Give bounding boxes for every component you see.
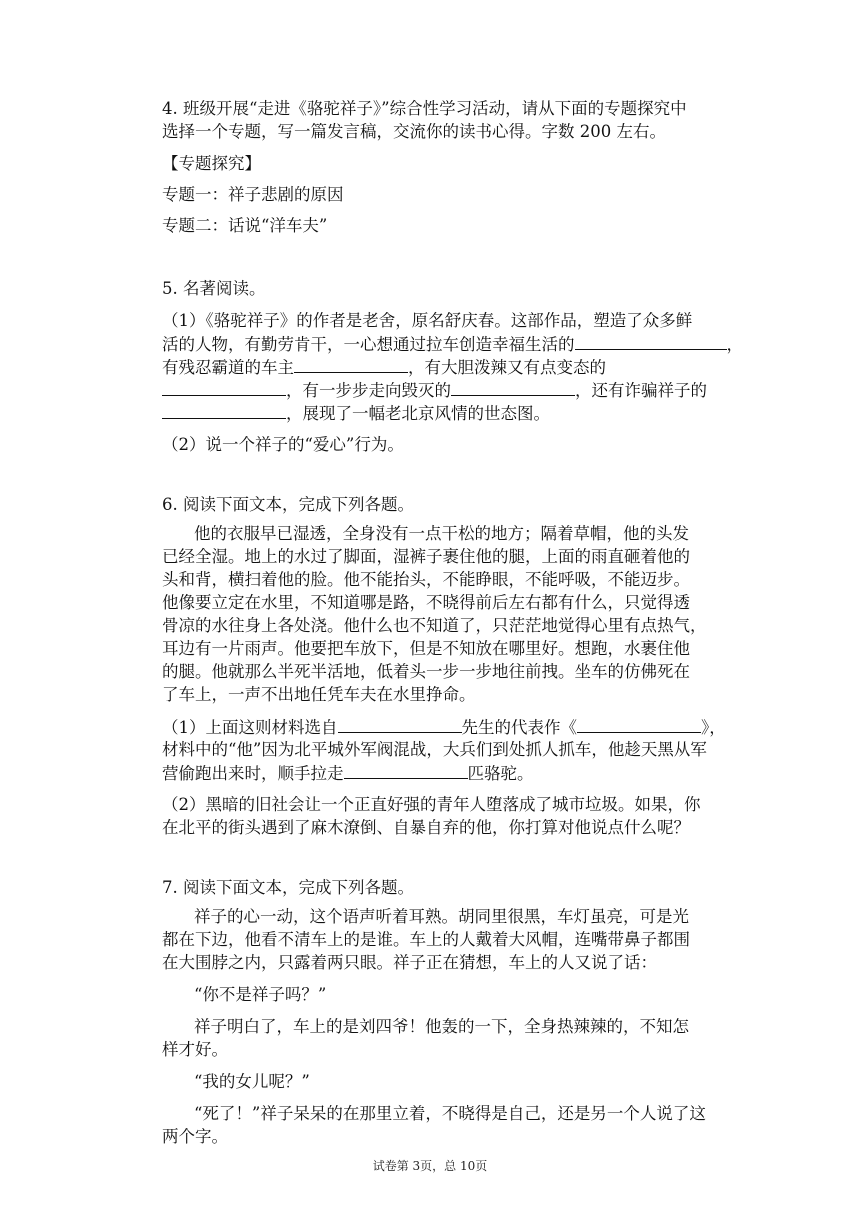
q5-text: ，还有诈骗祥子的	[575, 381, 707, 400]
q6-passage-line: 头和背，横扫着他的脸。他不能抬头，不能睁眼，不能呼吸，不能迈步。	[162, 570, 690, 589]
q5-text: ，	[726, 335, 743, 354]
q4-topic-1: 专题一：祥子悲剧的原因	[162, 185, 344, 204]
q7-para-line: 都在下边，他看不清车上的是谁。车上的人戴着大风帽，连嘴带鼻子都围	[162, 930, 690, 949]
answer-blank[interactable]	[575, 333, 727, 350]
q5-p1-line-3	[162, 356, 606, 379]
q7-para-line: 样才好。	[162, 1040, 228, 1059]
q5-p1-line-4	[162, 379, 707, 402]
q5-p2: （2）说一个祥子的“爱心”行为。	[162, 435, 404, 454]
q5-p1-line-5	[162, 402, 550, 425]
q5-p1-line-1: （1）《骆驼祥子》的作者是老舍，原名舒庆春。这部作品，塑造了众多鲜	[162, 311, 693, 330]
q5-title: 5. 名著阅读。	[162, 279, 266, 298]
q5-text: ，展现了一幅老北京风情的世态图。	[286, 404, 550, 423]
q7-quote: “我的女儿呢？”	[194, 1072, 310, 1091]
q7-para-line: 两个字。	[162, 1127, 228, 1146]
answer-blank[interactable]	[294, 356, 408, 373]
q4-line-2: 选择一个专题，写一篇发言稿，交流你的读书心得。字数 200 左右。	[162, 122, 666, 141]
q7-para-line: “死了！”祥子呆呆的在那里立着，不晓得是自己，还是另一个人说了这	[194, 1104, 706, 1123]
q4-line-1: 4. 班级开展“走进《骆驼祥子》”综合性学习活动，请从下面的专题探究中	[162, 99, 687, 118]
q7-para-line: 祥子的心一动，这个语声听着耳熟。胡同里很黑，车灯虽亮，可是光	[194, 907, 689, 926]
q7-para-line: 在大围脖之内，只露着两只眼。祥子正在猜想，车上的人又说了话：	[162, 953, 657, 972]
q6-q2-line-1: （2）黑暗的旧社会让一个正直好强的青年人堕落成了城市垃圾。如果，你	[162, 795, 701, 814]
q6-passage-line: 已经全湿。地上的水过了脚面，湿裤子裹住他的腿，上面的雨直砸着他的	[162, 547, 690, 566]
q7-para-line: 祥子明白了，车上的是刘四爷！他轰的一下，全身热辣辣的，不知怎	[194, 1017, 689, 1036]
q6-passage-line: 了车上，一声不出地任凭车夫在水里挣命。	[162, 685, 476, 704]
answer-blank[interactable]	[162, 379, 286, 396]
q7-title: 7. 阅读下面文本，完成下列各题。	[162, 878, 414, 897]
q6-passage-line: 耳边有一片雨声。他要把车放下，但是不知放在哪里好。想跑，水裹住他	[162, 639, 690, 658]
q5-p1-line-2	[162, 333, 743, 356]
q6-passage-line: 骨凉的水往身上各处浇。他什么也不知道了，只茫茫地觉得心里有点热气，	[162, 616, 707, 635]
q7-quote: “你不是祥子吗？”	[194, 985, 327, 1004]
q6-q1-line-3	[162, 762, 534, 785]
q6-passage-line: 的腿。他就那么半死半活地，低着头一步一步地往前拽。坐车的仿佛死在	[162, 662, 690, 681]
q6-passage-line: 他的衣服早已湿透，全身没有一点干松的地方；隔着草帽，他的头发	[194, 524, 689, 543]
q6-passage-line: 他像要立定在水里，不知道哪是路，不晓得前后左右都有什么，只觉得透	[162, 593, 690, 612]
answer-blank[interactable]	[344, 762, 468, 779]
answer-blank[interactable]	[338, 716, 462, 733]
q6-q2-line-2: 在北平的街头遇到了麻木潦倒、自暴自弃的他，你打算对他说点什么呢？	[162, 818, 690, 837]
page-footer: 试卷第 3页，总 10页	[372, 1159, 488, 1173]
q4-topic-header: 【专题探究】	[162, 154, 261, 173]
q6-q1-line-2: 材料中的“他”因为北平城外军阀混战，大兵们到处抓人抓车，他趁天黑从军	[162, 740, 707, 759]
q6-text: 》，	[701, 718, 726, 737]
answer-blank[interactable]	[577, 716, 701, 733]
q6-text: 匹骆驼。	[467, 764, 534, 783]
answer-blank[interactable]	[162, 402, 286, 419]
q4-topic-2: 专题二：话说“洋车夫”	[162, 216, 328, 235]
q6-text: （1）上面这则材料选自	[162, 718, 338, 737]
q6-title: 6. 阅读下面文本，完成下列各题。	[162, 495, 414, 514]
answer-blank[interactable]	[451, 379, 575, 396]
q6-q1-line-1	[162, 716, 726, 739]
q5-text: 有残忍霸道的车主	[162, 358, 294, 377]
q5-text: ，有一步步走向毁灭的	[286, 381, 451, 400]
q6-text: 先生的代表作《	[461, 718, 577, 737]
q6-text: 营偷跑出来时，顺手拉走	[162, 764, 344, 783]
q5-text: 活的人物，有勤劳肯干，一心想通过拉车创造幸福生活的	[162, 335, 575, 354]
q5-text: ，有大胆泼辣又有点变态的	[408, 358, 606, 377]
